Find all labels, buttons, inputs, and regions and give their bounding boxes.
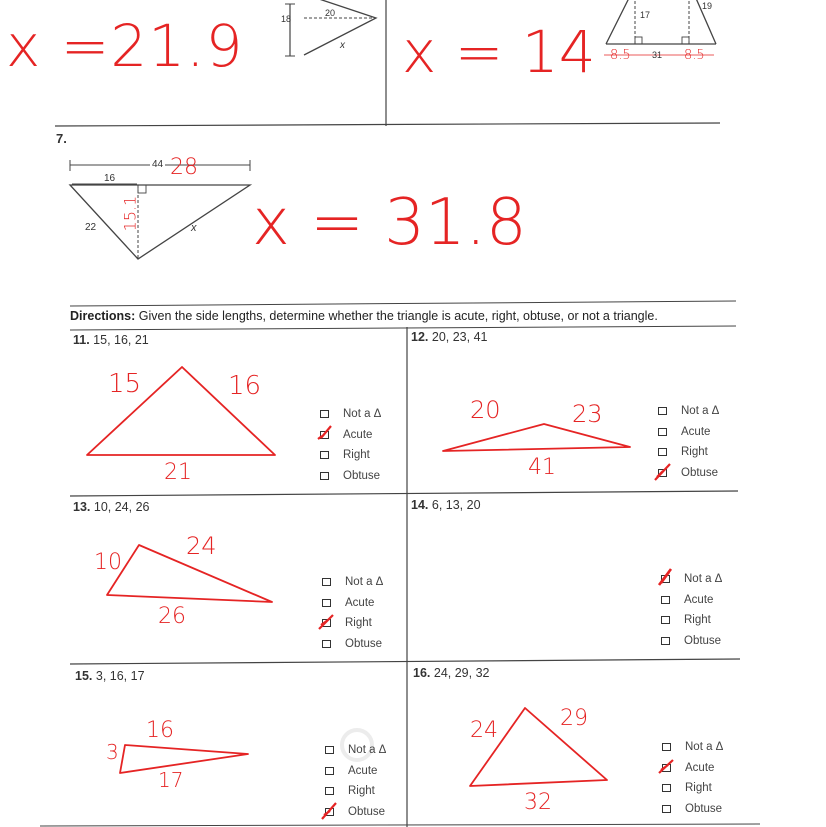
problem-15-hand-c: 17 — [158, 768, 184, 792]
problem-7-top-total: 44 — [152, 159, 164, 170]
problem-16-choice-acute[interactable] — [662, 758, 723, 779]
problem-16-number: 16. — [413, 666, 431, 680]
choice-label: Acute — [345, 596, 375, 609]
problem-13-number: 13. — [73, 500, 91, 514]
choice-label: Right — [348, 785, 375, 797]
problem-16-hand-b: 29 — [560, 706, 588, 731]
answer-mid: x = 14 — [402, 18, 596, 86]
checkbox-icon[interactable] — [662, 784, 671, 792]
directions-label: Directions: — [70, 309, 136, 323]
answer-left: x =21.9 — [6, 12, 244, 80]
problem-7-left-side: 22 — [85, 222, 97, 233]
choice-label: Obtuse — [343, 469, 381, 482]
checkbox-icon[interactable] — [662, 764, 671, 772]
problem-12-sides: 20, 23, 41 — [428, 330, 488, 344]
problem-7-var: x — [191, 222, 197, 234]
checkbox-icon[interactable] — [662, 743, 671, 751]
choice-label: Obtuse — [681, 466, 719, 479]
choice-label: Not a Δ — [348, 744, 387, 756]
problem-11-number: 11. — [73, 333, 90, 347]
choice-label: Right — [685, 782, 712, 794]
fig-left-inner-label: 20 — [325, 8, 336, 18]
directions-text: Given the side lengths, determine whether the triangle is acute, right, obtuse, or not a triangle. — [135, 309, 658, 323]
problem-12-hand-c: 41 — [528, 455, 556, 480]
problem-15-hand-a: 3 — [106, 740, 119, 764]
choice-label: Acute — [348, 764, 378, 777]
check-mark-icon — [658, 756, 676, 778]
choice-label: Obtuse — [685, 802, 723, 815]
problem-7-hand-altitude: 15.1 — [120, 195, 140, 232]
fig-right-slant-label: 19 — [702, 1, 713, 11]
fig-right-base-mid: 31 — [652, 50, 663, 60]
problem-16-sides: 24, 29, 32 — [430, 666, 490, 680]
choice-label: Obtuse — [348, 805, 386, 818]
choice-label: Right — [345, 617, 372, 629]
problem-11-sides: 15, 16, 21 — [89, 333, 149, 347]
fig-right-height-label: 17 — [640, 10, 651, 20]
fig-right-base-right: 8.5 — [684, 48, 705, 63]
problem-15-hand-b: 16 — [146, 718, 174, 743]
problem-16-choice-right[interactable] — [662, 778, 723, 799]
problem-16-hand-a: 24 — [470, 718, 498, 743]
choice-label: Acute — [343, 428, 373, 441]
choice-label: Not a Δ — [681, 405, 720, 417]
choice-label: Acute — [685, 761, 715, 774]
problem-12-hand-a: 20 — [470, 396, 501, 424]
problem-7-top-left: 16 — [104, 173, 116, 184]
checkbox-icon[interactable] — [662, 805, 671, 813]
choice-label: Acute — [684, 593, 714, 606]
problem-16-choice-obtuse[interactable] — [662, 799, 723, 820]
choice-label: Right — [343, 449, 370, 461]
problem-12-hand-b: 23 — [572, 400, 603, 428]
choice-label: Not a Δ — [343, 408, 382, 420]
problem-13-hand-a: 10 — [94, 550, 122, 575]
choice-label: Right — [684, 614, 711, 626]
problem-7-answer: x = 31.8 — [252, 186, 527, 260]
problem-14-number: 14. — [411, 498, 429, 512]
problem-7-number: 7. — [56, 131, 67, 146]
fig-left-side-label: 18 — [281, 14, 292, 24]
problem-13-hand-c: 26 — [158, 604, 186, 629]
choice-label: Obtuse — [684, 634, 722, 647]
problem-11-hand-a: 15 — [108, 369, 142, 399]
problem-13-hand-b: 24 — [186, 532, 217, 560]
choice-label: Obtuse — [345, 637, 383, 650]
fig-left-var-label: x — [340, 40, 345, 51]
choice-label: Right — [681, 446, 708, 458]
problem-16-choices — [662, 737, 723, 819]
problem-15-number: 15. — [75, 669, 93, 683]
problem-11-hand-b: 16 — [228, 371, 262, 401]
choice-label: Not a Δ — [684, 573, 723, 585]
choice-label: Acute — [681, 425, 711, 438]
problem-15-sides: 3, 16, 17 — [92, 669, 145, 683]
fig-right-base-left: 8.5 — [610, 48, 631, 63]
problem-13-sides: 10, 24, 26 — [90, 500, 150, 514]
problem-12-number: 12. — [411, 330, 429, 344]
problem-16-choice-not[interactable] — [662, 737, 723, 758]
choice-label: Not a Δ — [345, 576, 384, 588]
problem-14-sides: 6, 13, 20 — [428, 498, 481, 512]
problem-7-hand-28: 28 — [170, 155, 198, 180]
problem-11-hand-c: 21 — [164, 460, 192, 485]
problem-16-hand-c: 32 — [524, 790, 552, 815]
choice-label: Not a Δ — [685, 741, 724, 753]
